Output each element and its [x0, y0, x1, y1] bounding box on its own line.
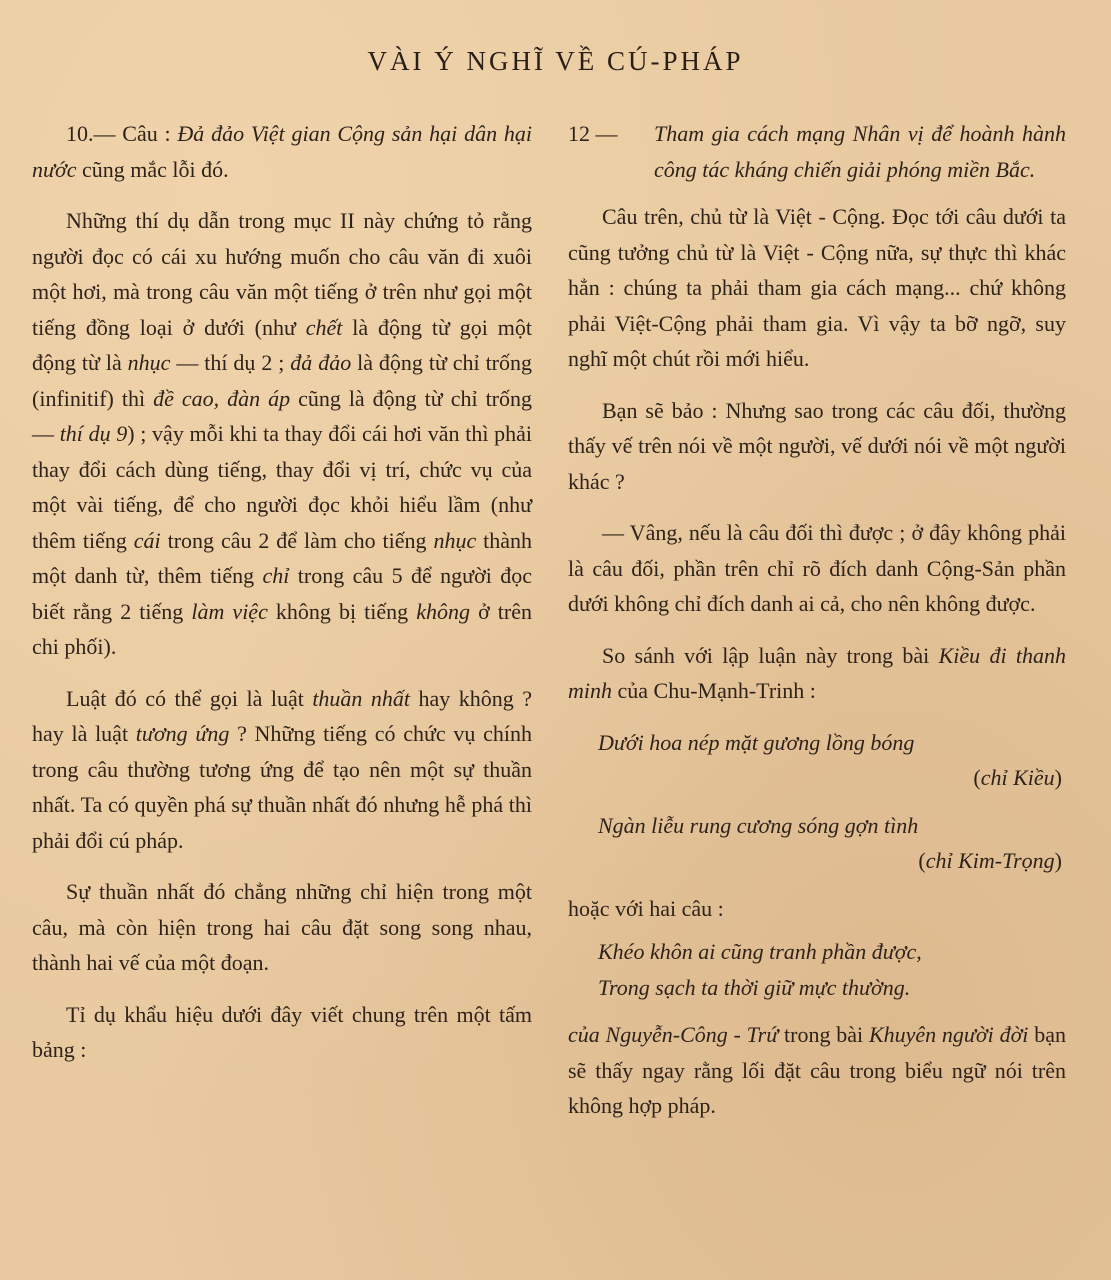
italic-term: Khuyên người đời: [868, 1022, 1029, 1047]
verse-line: Trong sạch ta thời giữ mực thường.: [598, 974, 911, 1000]
text-run: bạn sẽ thấy ngay rằng lối đặt câu trong biểu ngữ nói trên không hợp pháp.: [568, 1022, 1066, 1118]
verse-attribution: [568, 760, 1066, 796]
text-run: không bị tiếng: [267, 598, 417, 624]
text-run: Những thí dụ dẫn trong mục II này chứng tỏ rằng người đọc có cái xu hướng muốn cho câu văn đi xuôi một hơi, mà trong câu văn một tiếng ở trên như gọi một tiếng đồng loại ở dưới (như: [32, 208, 532, 340]
verse-attribution: [568, 843, 1066, 879]
verse-line: Dưới hoa nép mặt gương lồng bóng: [598, 729, 915, 755]
italic-term: đả đảo: [290, 350, 352, 375]
italic-term: đề cao, đàn áp: [153, 385, 291, 411]
text-run: cũng là động từ chỉ trống —: [32, 385, 533, 446]
italic-term: chỉ Kiều: [980, 765, 1055, 790]
verse-line: Ngàn liễu rung cương sóng gợn tình: [598, 812, 919, 838]
text-run: là động từ gọi một động từ là: [32, 314, 532, 375]
text-run: (: [973, 765, 981, 790]
italic-term: nhục: [433, 527, 477, 553]
text-run: ): [1054, 848, 1062, 873]
text-run: (: [918, 848, 926, 873]
italic-term: cái: [133, 527, 161, 553]
paragraph-or-couplet: hoặc với hai câu :: [568, 895, 724, 921]
italic-term: thuần nhất: [312, 685, 411, 711]
italic-term: Kiều đi thanh minh: [568, 642, 1066, 703]
text-run: ở trên chi phối).: [32, 598, 532, 659]
text-run: trong câu 5 để người đọc biết rằng 2 tiếng: [32, 563, 532, 624]
right-column: [568, 116, 1066, 1140]
text-run: trong câu 2 để làm cho tiếng: [160, 527, 434, 553]
text-run: ): [1054, 765, 1062, 790]
paragraph-example-10: [32, 116, 532, 187]
text-run: — thí dụ 2 ;: [170, 350, 291, 375]
text-run: Luật đó có thể gọi là luật: [66, 685, 313, 711]
italic-term: chết: [305, 314, 343, 340]
paragraph-compare: [568, 638, 1066, 709]
paragraph-conclusion: [568, 1017, 1066, 1124]
text-run: ? Những tiếng có chức vụ chính trong câu thường tương ứng để tạo nên một sự thuần nhất. Ta có quyền phá sự thuần nhất đó nhưng hễ phá thì phải đổi cú pháp.: [32, 721, 533, 853]
text-run: ) ; vậy mỗi khi ta thay đổi cái hơi văn thì phải thay đổi cách dùng tiếng, thay đổi vị trí, chức vụ của một vài tiếng, để cho người đọc khỏi hiểu lầm (như thêm tiếng: [32, 421, 533, 553]
italic-term: của Nguyễn-Công - Trứ: [568, 1022, 779, 1047]
italic-term: tương ứng: [135, 721, 230, 746]
verse-line: Khéo khôn ai cũng tranh phần được,: [598, 939, 922, 964]
text-run: trong bài: [778, 1022, 869, 1047]
paragraph-question: Bạn sẽ bảo : Nhưng sao trong các câu đối, thường thấy vế trên nói về một người, vế dưới nói về một người khác ?: [568, 397, 1066, 494]
paragraph-subject-analysis: Câu trên, chủ từ là Việt - Cộng. Đọc tới câu dưới ta cũng tưởng chủ từ là Việt - Cộng nữa, sự thực thì khác hẳn : chúng ta phải tham gia cách mạng... chứ không phải Việt-Cộng phải tham gia. Vì vậy ta bỡ ngỡ, suy nghĩ một chút rồi mới hiểu.: [568, 204, 1066, 371]
example-quote: Tham gia cách mạng Nhân vị để hoành hành công tác kháng chiến giải phóng miền Bắc.: [654, 121, 1066, 182]
page-title: VÀI Ý NGHĨ VỀ CÚ-PHÁP: [367, 46, 744, 76]
text-run: So sánh với lập luận này trong bài: [602, 642, 939, 668]
text-run: cũng mắc lỗi đó.: [76, 156, 229, 182]
italic-term: làm việc: [191, 598, 268, 624]
italic-term: không: [416, 598, 471, 624]
paragraph-examples-explanation: [32, 203, 532, 665]
left-column: [32, 116, 532, 1084]
text-run: là động từ chỉ trống (infinitif) thì: [32, 350, 533, 411]
paragraph-parallel: Sự thuần nhất đó chẳng những chỉ hiện trong một câu, mà còn hiện trong hai câu đặt song song nhau, thành hai vế của một đoạn.: [32, 879, 532, 975]
italic-term: thí dụ 9: [59, 421, 128, 446]
italic-term: chỉ: [262, 563, 290, 588]
example-12: [568, 116, 1066, 187]
text-run: hay không ? hay là luật: [32, 685, 533, 746]
example-quote: Đả đảo Việt gian Cộng sản hại dân hại nước: [32, 121, 532, 182]
example-number: 12 —: [568, 121, 618, 146]
example-number: 10.— Câu :: [66, 121, 178, 146]
text-run: của Chu-Mạnh-Trinh :: [612, 678, 816, 703]
text-run: thành một danh từ, thêm tiếng: [32, 527, 532, 588]
italic-term: chỉ Kim-Trọng: [925, 848, 1055, 873]
paragraph-rule: [32, 681, 532, 859]
paragraph-answer: — Vâng, nếu là câu đối thì được ; ở đây không phải là câu đối, phần trên chỉ rõ đích danh Cộng-Sản phần dưới không chỉ đích danh ai cả, cho nên không được.: [568, 520, 1066, 616]
italic-term: nhục: [127, 350, 171, 375]
paragraph-slogan-intro: Tỉ dụ khẩu hiệu dưới đây viết chung trên một tấm bảng :: [32, 1001, 532, 1062]
